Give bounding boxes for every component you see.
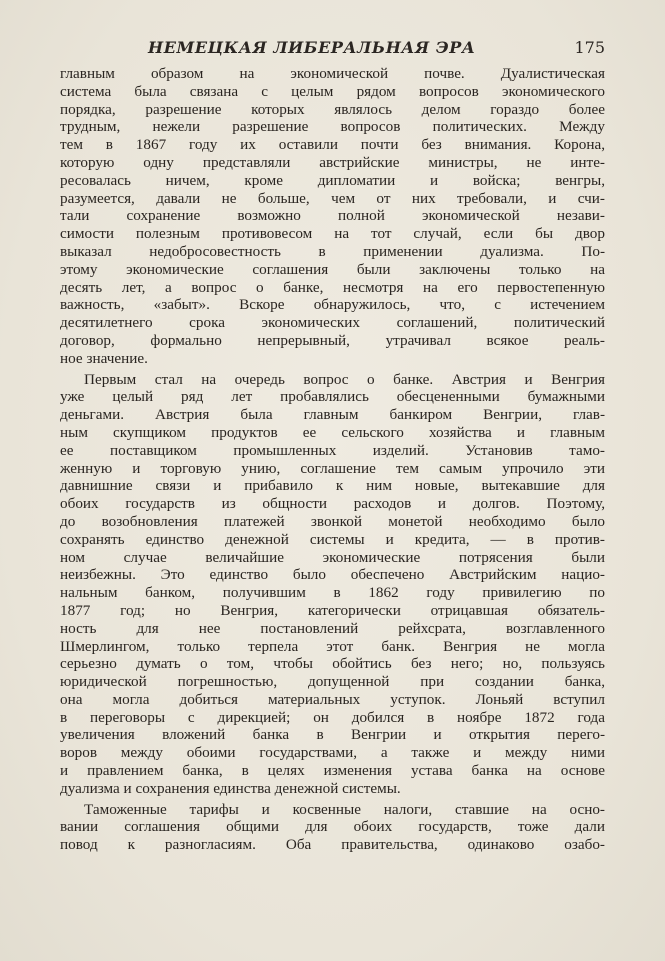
text-line: ее поставщиком промышленных изделий. Установив тамо- (60, 441, 605, 459)
text-line: Таможенные тарифы и косвенные налоги, ставшие на осно- (84, 800, 605, 818)
text-line: важность, «забыт». Вскоре обнаружилось, что, с истечением (60, 296, 605, 314)
text-line: тем в 1867 году их оставили почти без внимания. Корона, (60, 136, 605, 154)
text-line: в переговоры с дирекцией; он добился в ноябре 1872 года (60, 708, 605, 726)
text-line: юридической погрешностью, допущенной при создании банка, (60, 673, 605, 691)
text-line: она могла добиться материальных уступок. Лоньяй вступил (60, 690, 605, 708)
text-line: Первым стал на очередь вопрос о банке. Австрия и Венгрия (84, 370, 605, 388)
text-line: вании соглашения общими для обоих государств, тоже дали (60, 818, 605, 836)
text-line: ным скупщиком продуктов ее сельского хозяйства и главным (60, 423, 605, 441)
text-line: симости полезным противовесом на тот случай, если бы двор (60, 225, 605, 243)
text-line: серьезно думать о том, чтобы обойтись без него; но, пользуясь (60, 655, 605, 673)
text-line: система была связана с целым рядом вопросов экономического (60, 82, 605, 100)
text-line: десятилетнего срока экономических соглашений, политический (60, 314, 605, 332)
page-header (60, 38, 605, 62)
text-line: сохранять единство денежной системы и кредита, — в против- (60, 530, 605, 548)
text-line: женную и торговую унию, соглашение тем самым упрочило эти (60, 459, 605, 477)
text-line: этому экономические соглашения были заключены только на (60, 260, 605, 278)
body-text (60, 65, 605, 854)
text-line: повод к разногласиям. Оба правительства, одинаково озабо- (60, 836, 605, 854)
text-line: выказал недобросовестность в применении дуализма. По- (60, 242, 605, 260)
text-line: главным образом на экономической почве. Дуалистическая (60, 65, 605, 82)
text-line: договор, формально непрерывный, утрачивал всякое реаль- (60, 331, 605, 349)
running-title: НЕМЕЦКАЯ ЛИБЕРАЛЬНАЯ ЭРА (148, 38, 476, 57)
text-line: которую одну представляли австрийские министры, не инте- (60, 153, 605, 171)
paragraph (60, 371, 605, 798)
text-line: десять лет, а вопрос о банке, несмотря на его первостепенную (60, 278, 605, 296)
paragraph (60, 65, 605, 368)
text-line: ное значение. (60, 349, 148, 367)
text-line: разумеется, давали не больше, чем от них требовали, и счи- (60, 189, 605, 207)
text-line: давнишние связи и прибавило к ним новые, вытекавшие для (60, 477, 605, 495)
text-line: и правлением банка, в целях изменения устава банка на основе (60, 762, 605, 780)
text-line: деньгами. Австрия была главным банкиром Венгрии, глав- (60, 406, 605, 424)
text-line: порядка, разрешение которых являлось делом гораздо более (60, 100, 605, 118)
text-line: до возобновления платежей звонкой монетой необходимо было (60, 512, 605, 530)
text-line: ресовалась ничем, кроме дипломатии и войска; венгры, (60, 171, 605, 189)
text-line: дуализма и сохранения единства денежной системы. (60, 779, 401, 797)
text-line: ном случае величайшие экономические потрясения были (60, 548, 605, 566)
text-line: обоих государств из общности расходов и долгов. Поэтому, (60, 495, 605, 513)
text-line: ность для нее постановлений рейхсрата, возглавленного (60, 619, 605, 637)
text-line: Шмерлингом, только терпела этот банк. Венгрия не могла (60, 637, 605, 655)
text-line: увеличения вложений банка в Венгрии и открытия перего- (60, 726, 605, 744)
text-line: 1877 год; но Венгрия, категорически отрицавшая обязатель- (60, 601, 605, 619)
text-line: воров между обоими государствами, а также и между ними (60, 744, 605, 762)
text-line: неизбежны. Это единство было обеспечено Австрийским нацио- (60, 566, 605, 584)
text-line: уже целый ряд лет пробавлялись обесцененными бумажными (60, 388, 605, 406)
text-line: тали сохранение возможно полной экономической незави- (60, 207, 605, 225)
paragraph (60, 801, 605, 854)
page-number: 175 (574, 38, 605, 57)
text-line: трудным, нежели разрешение вопросов политических. Между (60, 118, 605, 136)
text-line: нальным банком, получившим в 1862 году привилегию по (60, 584, 605, 602)
